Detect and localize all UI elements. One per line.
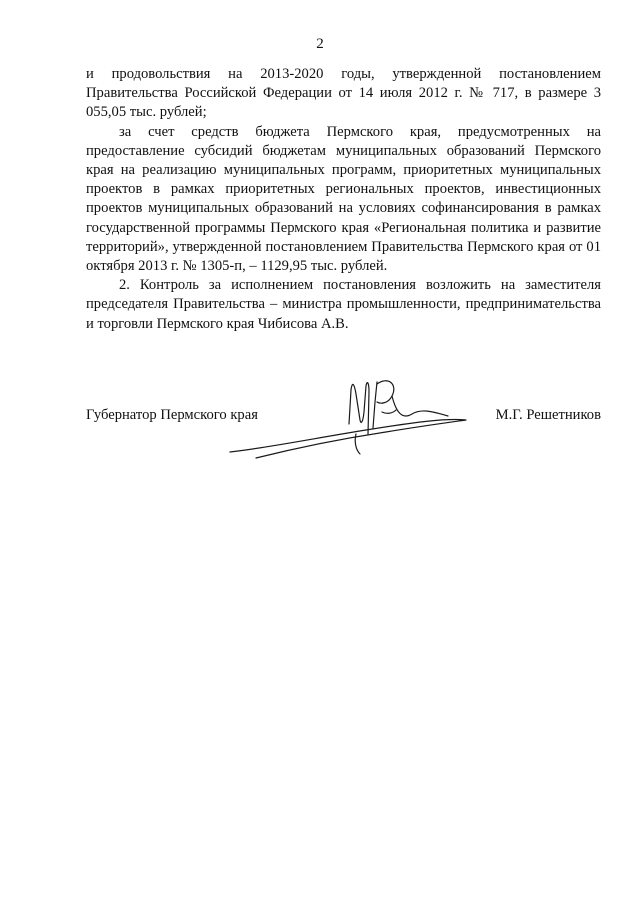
handwritten-signature [226,372,496,467]
document-body [86,65,601,334]
signature-block [86,372,601,472]
paragraph-continuation: и продовольствия на 2013-2020 годы, утвержденной постановлением Правительства Российской Федерации от 14 июля 2012 г. № 717, в размере 3 055,05 тыс. рублей; [86,66,601,121]
signer-name: М.Г. Решетников [495,407,601,423]
signer-title: Губернатор Пермского края [86,407,258,423]
page-number: 2 [316,36,324,52]
paragraph-budget-funds: за счет средств бюджета Пермского края, предусмотренных на предоставление субсидий бюджетам муниципальных образований Пермского края на реализацию муниципальных программ, приоритетных муниципальных проектов в рамках приоритетных региональных проектов, инвестиционных проектов муниципальных образований на условиях софинансирования в рамках государственной программы Пермского края «Региональная политика и развитие территорий», утвержденной постановлением Правительства Пермского края от 01 октября 2013 г. № 1305-п, – 1129,95 тыс. рублей. [86,123,601,275]
paragraph-control-clause: 2. Контроль за исполнением постановления возложить на заместителя председателя Правительства – министра промышленности, предпринимательства и торговли Пермского края Чибисова А.В. [86,277,601,332]
